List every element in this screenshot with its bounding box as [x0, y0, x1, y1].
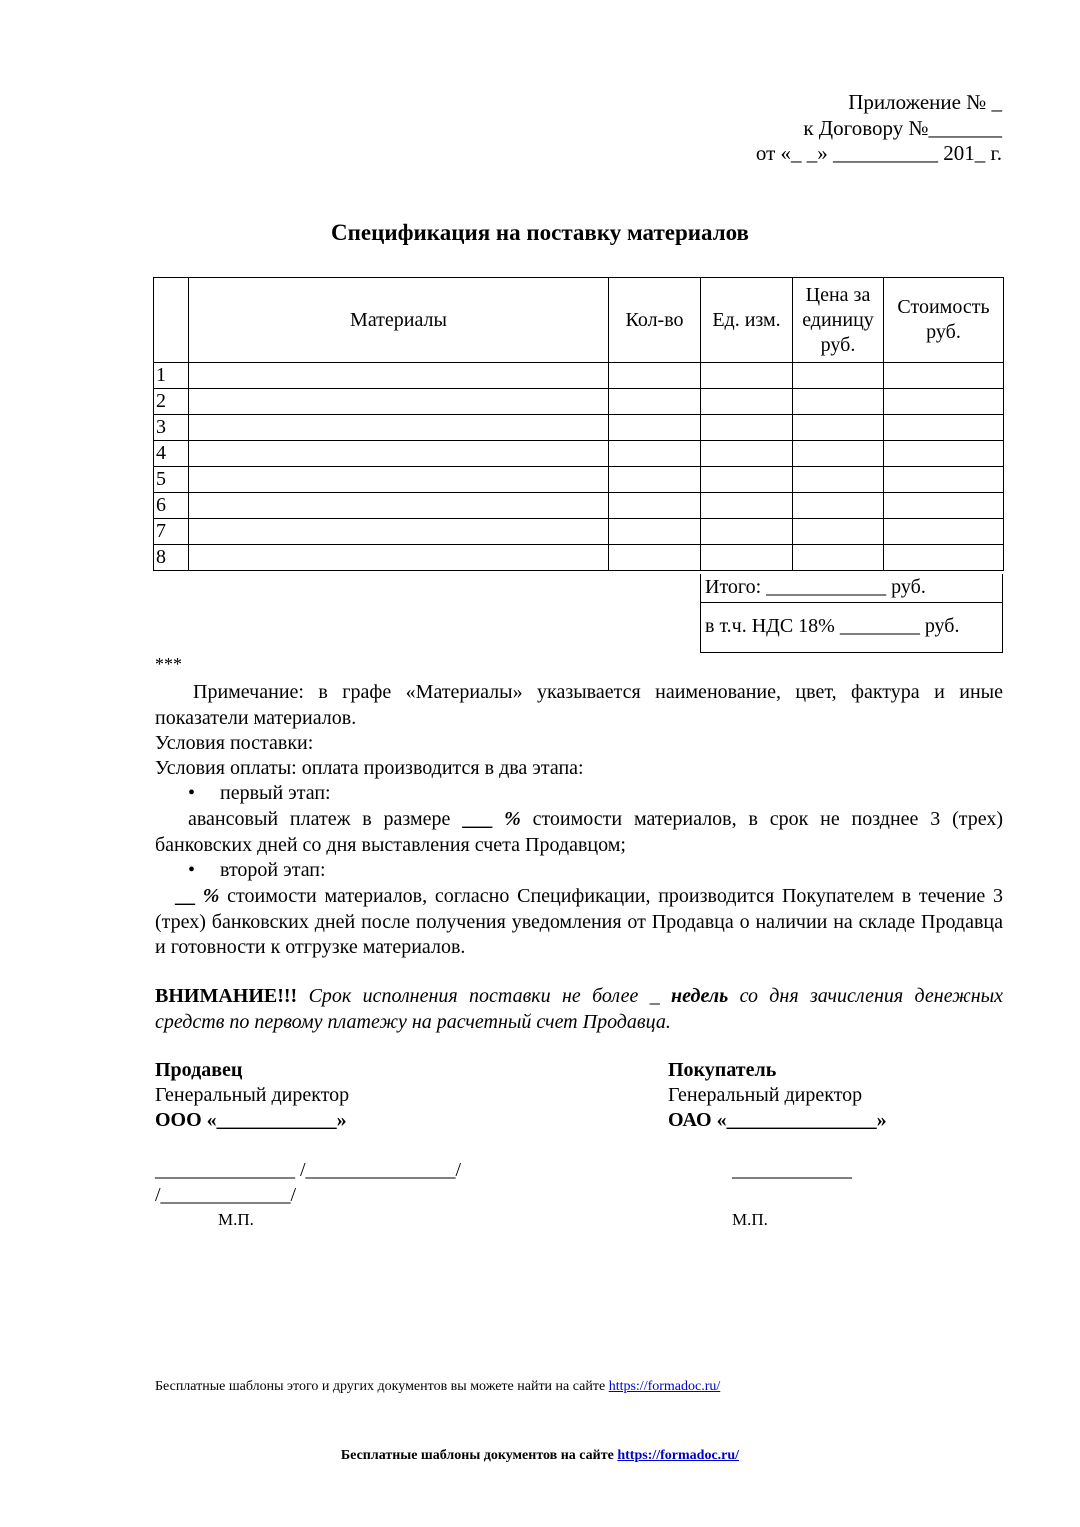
stage-one-text [155, 807, 1003, 858]
column-header-cost: Стоимость руб. [884, 278, 1004, 363]
table-row [154, 441, 1004, 467]
buyer-company: ОАО «_______________» [668, 1109, 887, 1131]
materials-cell[interactable] [189, 467, 609, 493]
footer-bottom-text: Бесплатные шаблоны документов на сайте [340, 1448, 614, 1463]
price-cell[interactable] [793, 519, 884, 545]
footer-note [155, 1379, 720, 1395]
column-header-number [154, 278, 189, 363]
advance-percent-blank: ___ [462, 808, 493, 830]
materials-cell[interactable] [189, 519, 609, 545]
total-sum: Итого: ____________ руб. [700, 574, 1003, 603]
payment-terms: Условия оплаты: оплата производится в два этапа: [155, 757, 584, 779]
price-cell[interactable] [793, 545, 884, 571]
row-number: 3 [154, 415, 189, 441]
table-row [154, 493, 1004, 519]
quantity-cell[interactable] [609, 519, 701, 545]
buyer-signature-line: ____________ [732, 1159, 852, 1181]
materials-cell[interactable] [189, 415, 609, 441]
vat-sum: в т.ч. НДС 18% ________ руб. [700, 603, 1003, 653]
attention-label: ВНИМАНИЕ!!! [155, 985, 298, 1007]
materials-cell[interactable] [189, 441, 609, 467]
materials-cell[interactable] [189, 545, 609, 571]
column-header-unit: Ед. изм. [701, 278, 793, 363]
stage-one-bullet [188, 782, 331, 805]
quantity-cell[interactable] [609, 493, 701, 519]
seller-signature-name: /_____________/ [155, 1184, 297, 1206]
percent-sign: % [202, 885, 220, 907]
table-row [154, 467, 1004, 493]
attention-paragraph [155, 984, 1003, 1035]
unit-cell[interactable] [701, 519, 793, 545]
stage-two-label: второй этап: [220, 859, 326, 881]
table-header-row [154, 278, 1004, 363]
row-number: 8 [154, 545, 189, 571]
quantity-cell[interactable] [609, 363, 701, 389]
stage-two-text [155, 884, 1003, 961]
footer-link[interactable]: https://formadoc.ru/ [608, 1379, 721, 1394]
seller-stamp: М.П. [218, 1210, 254, 1229]
column-header-materials: Материалы [189, 278, 609, 363]
row-number: 5 [154, 467, 189, 493]
percent-sign: % [504, 808, 521, 830]
unit-cell[interactable] [701, 493, 793, 519]
materials-cell[interactable] [189, 363, 609, 389]
contract-number: к Договору №_______ [803, 116, 1002, 140]
row-number: 1 [154, 363, 189, 389]
stage-one-text-b: стоимости материалов, в срок не позднее 3 (трех) банковских дней со дня выставления счета Продавцом; [155, 808, 1003, 856]
materials-cell[interactable] [189, 493, 609, 519]
price-cell[interactable] [793, 493, 884, 519]
attention-text-a: Срок исполнения поставки не более _ [308, 985, 660, 1007]
footer-bottom-link[interactable]: https://formadoc.ru/ [617, 1448, 740, 1463]
materials-cell[interactable] [189, 389, 609, 415]
appendix-number: Приложение № _ [848, 90, 1002, 114]
price-cell[interactable] [793, 363, 884, 389]
price-cell[interactable] [793, 441, 884, 467]
table-row [154, 389, 1004, 415]
column-header-unit-price: Цена за единицу руб. [793, 278, 884, 363]
footer-text: Бесплатные шаблоны этого и других документов вы можете найти на сайте [155, 1379, 606, 1394]
quantity-cell[interactable] [609, 415, 701, 441]
quantity-cell[interactable] [609, 545, 701, 571]
cost-cell[interactable] [884, 493, 1004, 519]
row-number: 6 [154, 493, 189, 519]
buyer-position: Генеральный директор [668, 1084, 863, 1106]
buyer-title: Покупатель [668, 1059, 777, 1081]
stage-one-text-a: авансовый платеж в размере [188, 808, 451, 830]
attention-weeks: недель [671, 985, 729, 1007]
unit-cell[interactable] [701, 467, 793, 493]
delivery-terms: Условия поставки: [155, 732, 314, 754]
quantity-cell[interactable] [609, 467, 701, 493]
unit-cell[interactable] [701, 441, 793, 467]
cost-cell[interactable] [884, 441, 1004, 467]
column-header-quantity: Кол-во [609, 278, 701, 363]
seller-signature-line: ______________ /_______________/ [155, 1159, 462, 1181]
cost-cell[interactable] [884, 545, 1004, 571]
quantity-cell[interactable] [609, 441, 701, 467]
unit-cell[interactable] [701, 389, 793, 415]
stage-two-text-body: стоимости материалов, согласно Спецификации, производится Покупателем в течение 3 (трех) банковских дней после получения уведомления от Продавца о наличии на складе Продавца и готовности к отгрузке материалов. [155, 885, 1004, 958]
table-row [154, 363, 1004, 389]
cost-cell[interactable] [884, 467, 1004, 493]
specification-table [153, 277, 1004, 571]
unit-cell[interactable] [701, 545, 793, 571]
note-paragraph: Примечание: в графе «Материалы» указывается наименование, цвет, фактура и иные показатели материалов. [155, 681, 1003, 729]
contract-date: от «_ _» __________ 201_ г. [755, 141, 1002, 165]
price-cell[interactable] [793, 467, 884, 493]
cost-cell[interactable] [884, 389, 1004, 415]
price-cell[interactable] [793, 389, 884, 415]
unit-cell[interactable] [701, 363, 793, 389]
footer-bottom [0, 1448, 1080, 1464]
attention-text-b: со дня зачисления денежных средств по первому платежу на расчетный счет Продавца. [155, 985, 1004, 1033]
page-title: Спецификация на поставку материалов [331, 220, 749, 245]
seller-position: Генеральный директор [155, 1084, 350, 1106]
separator-stars: *** [155, 654, 182, 674]
table-row [154, 545, 1004, 571]
table-row [154, 415, 1004, 441]
cost-cell[interactable] [884, 415, 1004, 441]
stage-two-percent-blank: __ [175, 885, 195, 907]
price-cell[interactable] [793, 415, 884, 441]
row-number: 7 [154, 519, 189, 545]
unit-cell[interactable] [701, 415, 793, 441]
stage-one-label: первый этап: [220, 782, 331, 804]
stage-two-bullet [188, 859, 326, 882]
row-number: 2 [154, 389, 189, 415]
quantity-cell[interactable] [609, 389, 701, 415]
seller-title: Продавец [155, 1059, 243, 1081]
buyer-stamp: М.П. [732, 1210, 768, 1229]
table-row [154, 519, 1004, 545]
seller-company: ООО «____________» [155, 1109, 347, 1131]
row-number: 4 [154, 441, 189, 467]
cost-cell[interactable] [884, 363, 1004, 389]
cost-cell[interactable] [884, 519, 1004, 545]
